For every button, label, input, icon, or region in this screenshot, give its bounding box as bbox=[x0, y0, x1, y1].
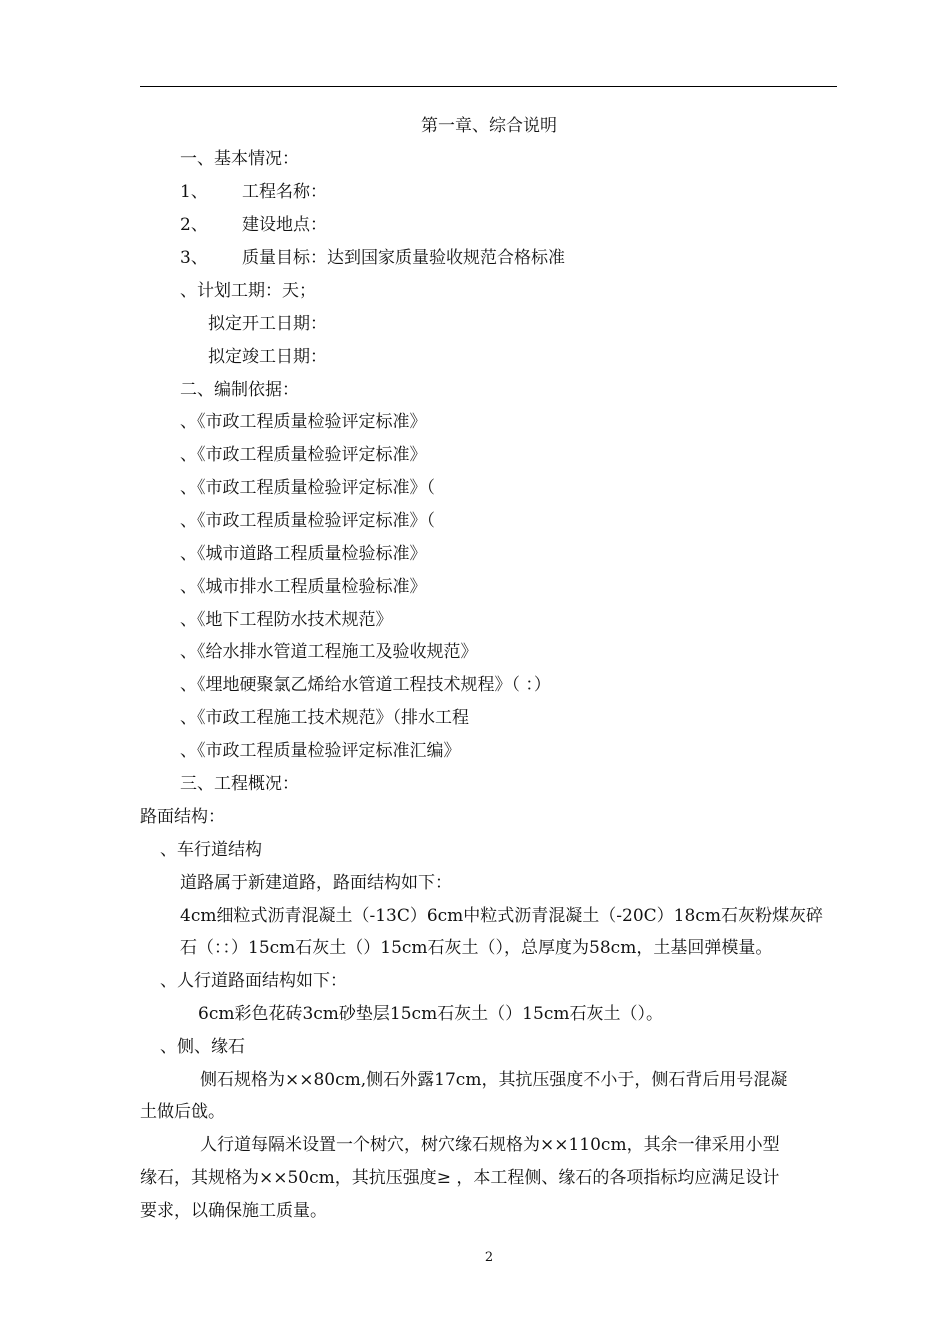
basis-list-item: 、《市政工程质量检验评定标准》（ bbox=[180, 478, 435, 498]
basis-list-item: 、《地下工程防水技术规范》 bbox=[180, 610, 393, 630]
roadway-layers-text-cont: 石（：：）15cm石灰土（）15cm石灰土（），总厚度为58cm，土基回弹模量。 bbox=[180, 938, 773, 958]
basis-list-item: 、《埋地硬聚氯乙烯给水管道工程技术规程》（ ：） bbox=[180, 675, 551, 695]
basis-list-item: 、《城市道路工程质量检验标准》 bbox=[180, 544, 427, 564]
sidewalk-structure-heading: 、人行道路面结构如下： bbox=[160, 971, 347, 991]
curb-heading: 、侧、缘石 bbox=[160, 1037, 245, 1057]
basis-list-item: 、《市政工程质量检验评定标准》 bbox=[180, 412, 427, 432]
construction-site-label: 建设地点： bbox=[242, 215, 327, 235]
item-number: 1、 bbox=[180, 182, 208, 202]
chapter-title: 第一章、综合说明 bbox=[421, 116, 557, 136]
curb-paragraph-cont: 土做后戗。 bbox=[140, 1102, 225, 1122]
basis-list-item: 、《市政工程质量检验评定标准》 bbox=[180, 445, 427, 465]
project-name-label: 工程名称： bbox=[242, 182, 327, 202]
item-number: 3、 bbox=[180, 248, 208, 268]
section-heading-overview: 三、工程概况： bbox=[180, 774, 299, 794]
tree-pit-paragraph-cont: 缘石，其规格为××50cm，其抗压强度≥ ，本工程侧、缘石的各项指标均应满足设计 bbox=[140, 1168, 780, 1188]
header-rule bbox=[140, 86, 837, 87]
pavement-structure-heading: 路面结构： bbox=[140, 807, 225, 827]
sidewalk-layers-text: 6cm彩色花砖3cm砂垫层15cm石灰土（）15cm石灰土（）。 bbox=[198, 1004, 663, 1024]
quality-target-text: 质量目标：达到国家质量验收规范合格标准 bbox=[242, 248, 565, 268]
item-number: 2、 bbox=[180, 215, 208, 235]
section-heading-basic-info: 一、基本情况： bbox=[180, 149, 299, 169]
basis-list-item: 、《市政工程质量检验评定标准汇编》 bbox=[180, 741, 461, 761]
tree-pit-paragraph-end: 要求，以确保施工质量。 bbox=[140, 1201, 327, 1221]
basis-list-item: 、《市政工程施工技术规范》（排水工程 bbox=[180, 708, 469, 728]
roadway-intro-text: 道路属于新建道路，路面结构如下： bbox=[180, 873, 452, 893]
basis-list-item: 、《城市排水工程质量检验标准》 bbox=[180, 577, 427, 597]
basis-list-item: 、《市政工程质量检验评定标准》（ bbox=[180, 511, 435, 531]
start-date-label: 拟定开工日期： bbox=[208, 314, 327, 334]
section-heading-basis: 二、编制依据： bbox=[180, 380, 299, 400]
curb-paragraph: 侧石规格为××80cm,侧石外露17cm，其抗压强度不小于，侧石背后用号混凝 bbox=[200, 1070, 788, 1090]
end-date-label: 拟定竣工日期： bbox=[208, 347, 327, 367]
roadway-layers-text: 4cm细粒式沥青混凝土（-13C）6cm中粒式沥青混凝土（-20C）18cm石灰粉煤灰碎 bbox=[180, 906, 823, 926]
schedule-text: 、计划工期：天； bbox=[180, 281, 316, 301]
page-number: 2 bbox=[484, 1250, 494, 1265]
basis-list-item: 、《给水排水管道工程施工及验收规范》 bbox=[180, 642, 478, 662]
tree-pit-paragraph: 人行道每隔米设置一个树穴，树穴缘石规格为××110cm，其余一律采用小型 bbox=[200, 1135, 780, 1155]
roadway-structure-heading: 、车行道结构 bbox=[160, 840, 262, 860]
